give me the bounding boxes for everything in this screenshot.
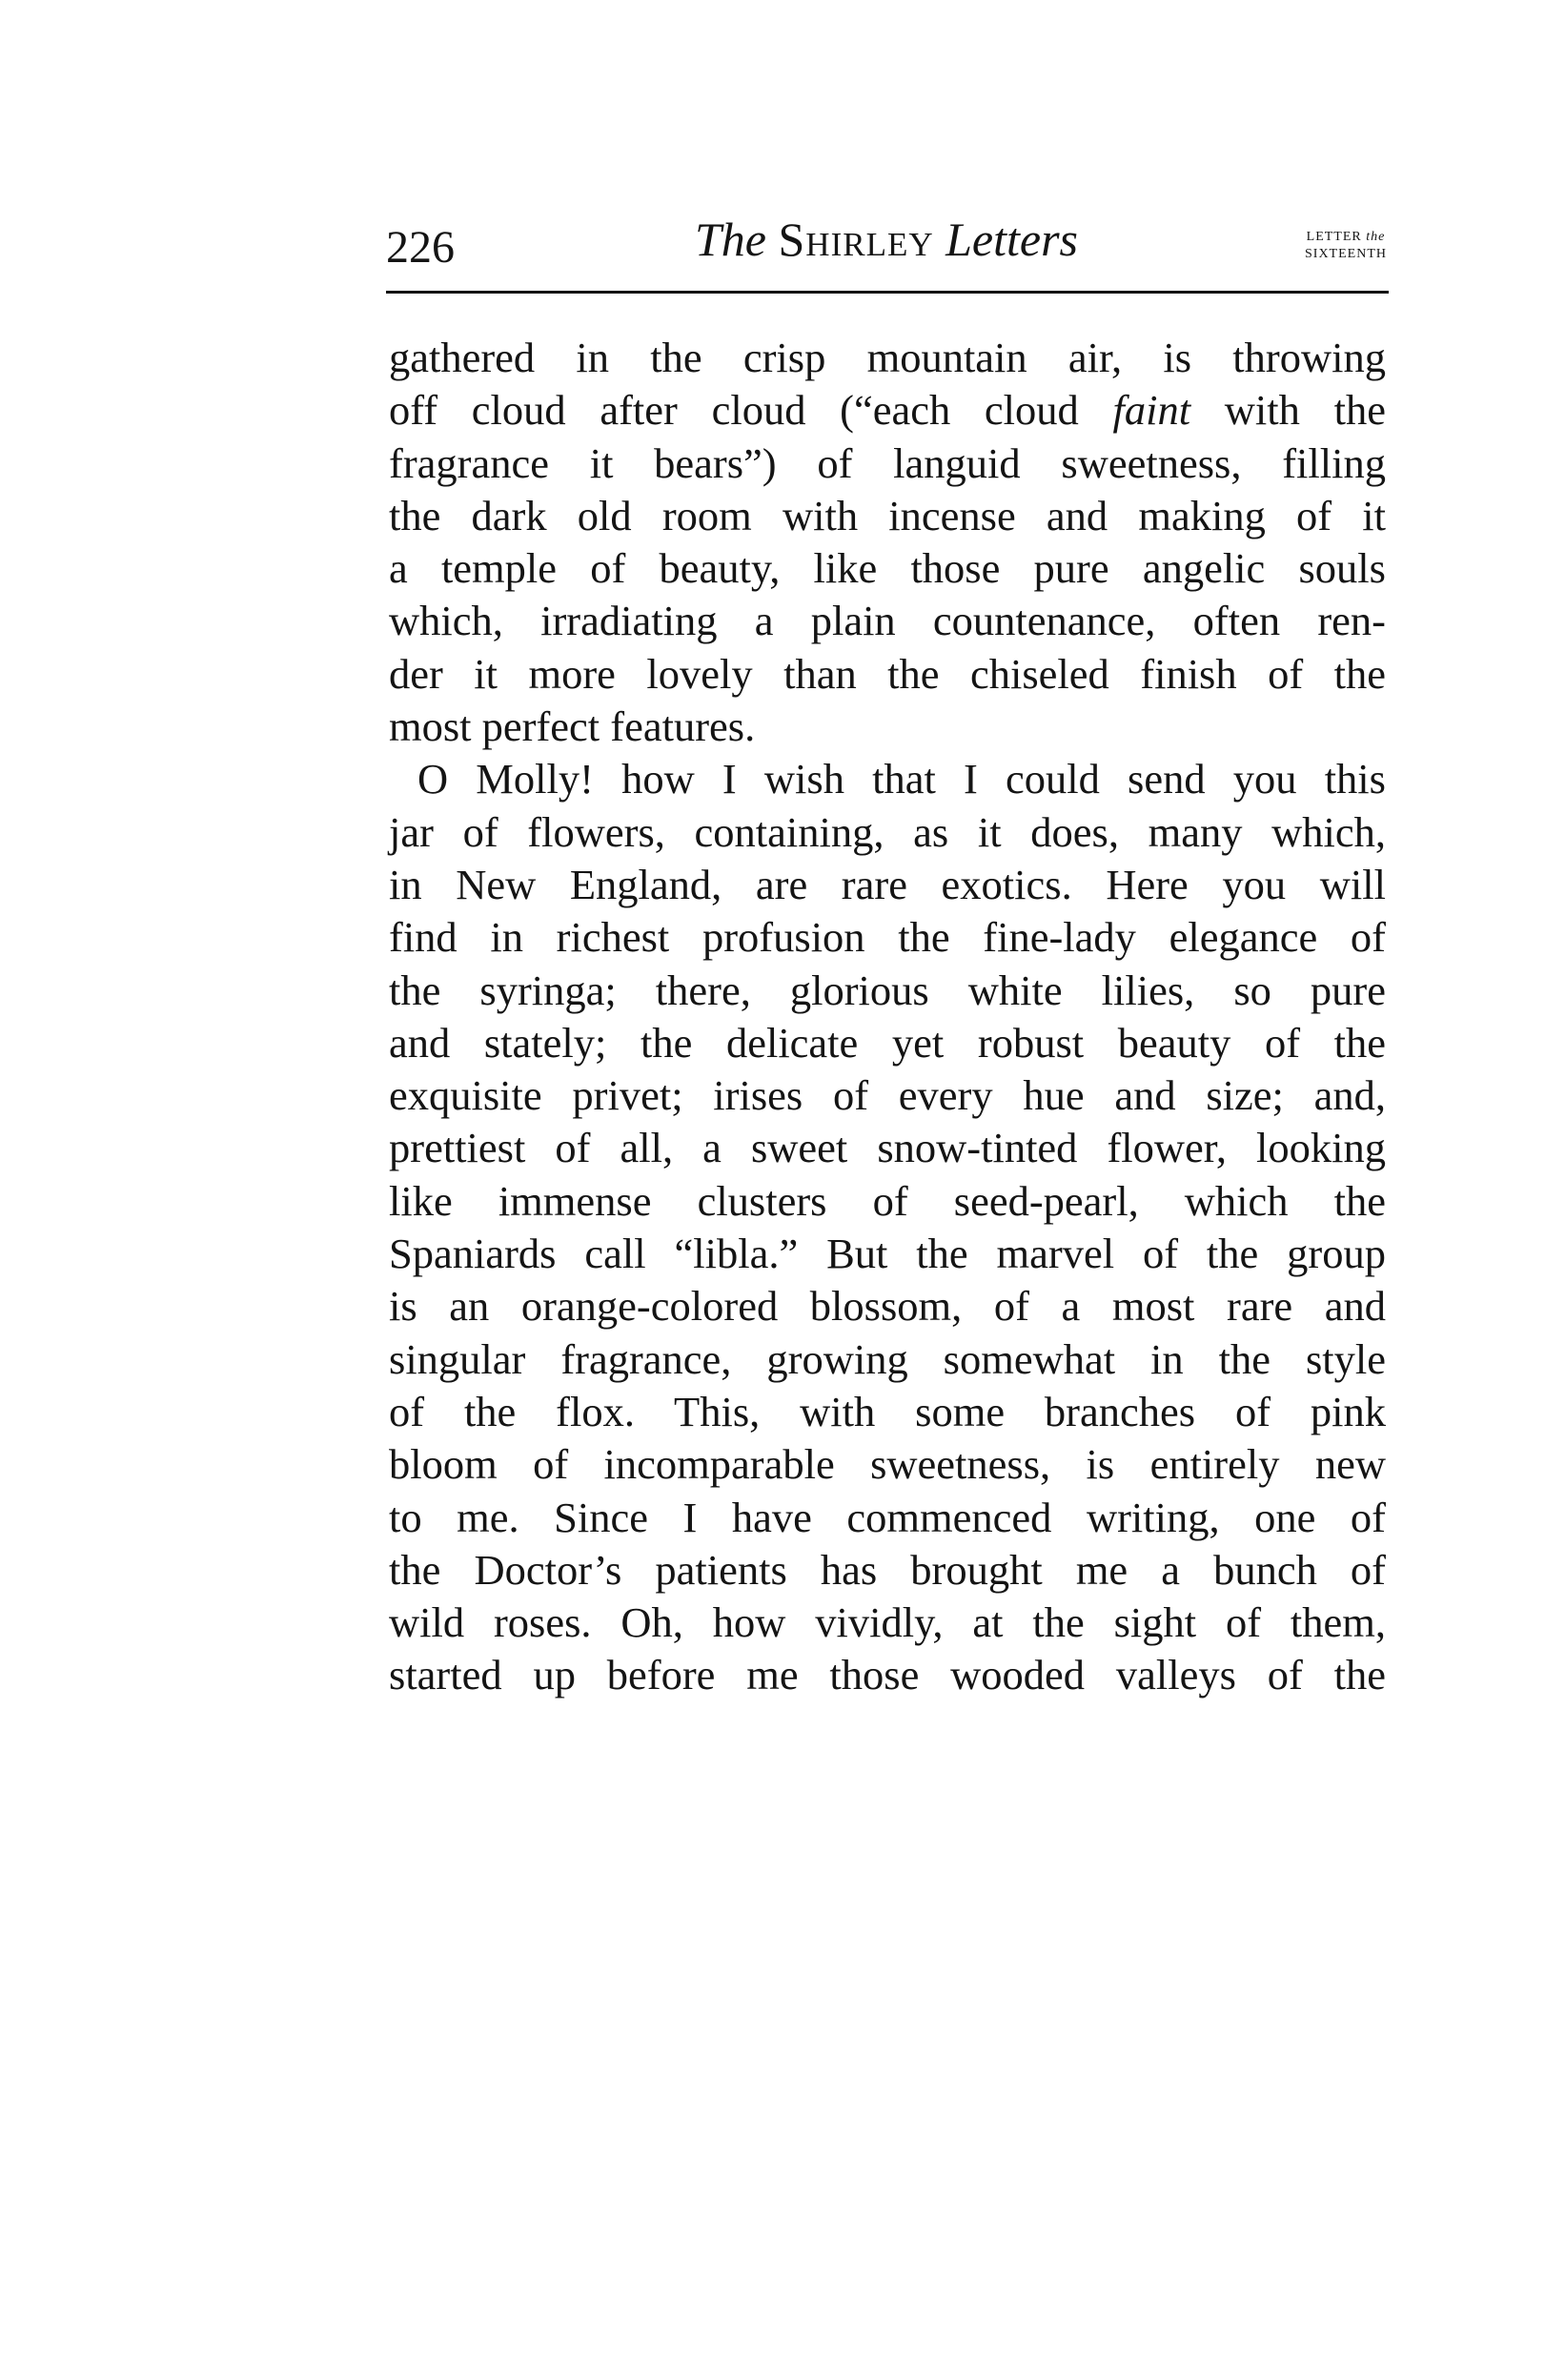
text-line: der it more lovely than the chiseled finish of the <box>389 649 1386 698</box>
text-line: and stately; the delicate yet robust beauty of the <box>389 1018 1386 1067</box>
text-line: prettiest of all, a sweet snow-tinted flower, looking <box>389 1124 1386 1172</box>
text-line: Spaniards call “libla.” But the marvel of the group <box>389 1230 1386 1278</box>
page-number: 226 <box>386 222 455 273</box>
text-line: fragrance it bears”) of languid sweetness, filling <box>389 438 1386 487</box>
text-line: in New England, are rare exotics. Here you will <box>389 860 1386 908</box>
letter-the: the <box>1366 230 1386 244</box>
text-line: is an orange-colored blossom, of a most rare and <box>389 1282 1386 1331</box>
text-line: started up before me those wooded valleys of the <box>389 1651 1386 1699</box>
text-line: the syringa; there, glorious white lilies, so pure <box>389 966 1386 1014</box>
text-line: most perfect features. <box>389 702 756 751</box>
letter-label <box>1305 229 1387 263</box>
running-head <box>386 208 1387 284</box>
text-line: of the flox. This, with some branches of pink <box>389 1387 1386 1435</box>
letter-word: LETTER <box>1306 230 1362 244</box>
text-line: find in richest profusion the fine-lady elegance of <box>389 913 1386 962</box>
text-line: wild roses. Oh, how vividly, at the sight of them, <box>389 1598 1386 1647</box>
text-line: to me. Since I have commenced writing, one of <box>389 1493 1386 1541</box>
text-line: gathered in the crisp mountain air, is throwing <box>389 334 1386 381</box>
title-the: The <box>694 213 766 266</box>
italic-word: faint <box>1112 386 1191 435</box>
text-line: a temple of beauty, like those pure angelic souls <box>389 544 1386 593</box>
letter-ordinal: SIXTEENTH <box>1305 247 1387 261</box>
text-line: the dark old room with incense and making of it <box>389 491 1386 539</box>
text-line: bloom of incomparable sweetness, is entirely new <box>389 1440 1386 1489</box>
text-segment: with the <box>1190 386 1386 435</box>
text-line <box>389 384 1386 437</box>
text-line: jar of flowers, containing, as it does, many which, <box>389 807 1386 856</box>
title-shirley: Shirley <box>778 213 934 266</box>
text-line: like immense clusters of seed-pearl, which the <box>389 1176 1386 1225</box>
text-line: exquisite privet; irises of every hue and size; and, <box>389 1071 1386 1120</box>
text-line: singular fragrance, growing somewhat in the style <box>389 1334 1386 1383</box>
text-line: O Molly! how I wish that I could send you this <box>417 755 1386 804</box>
book-title <box>386 212 1387 267</box>
title-letters: Letters <box>945 213 1079 266</box>
header-rule <box>386 291 1389 294</box>
body-text <box>389 332 1386 1702</box>
text-line: the Doctor’s patients has brought me a bunch of <box>389 1545 1386 1594</box>
text-line: which, irradiating a plain countenance, often ren- <box>389 597 1386 645</box>
text-segment: off cloud after cloud (“each cloud <box>389 386 1113 435</box>
